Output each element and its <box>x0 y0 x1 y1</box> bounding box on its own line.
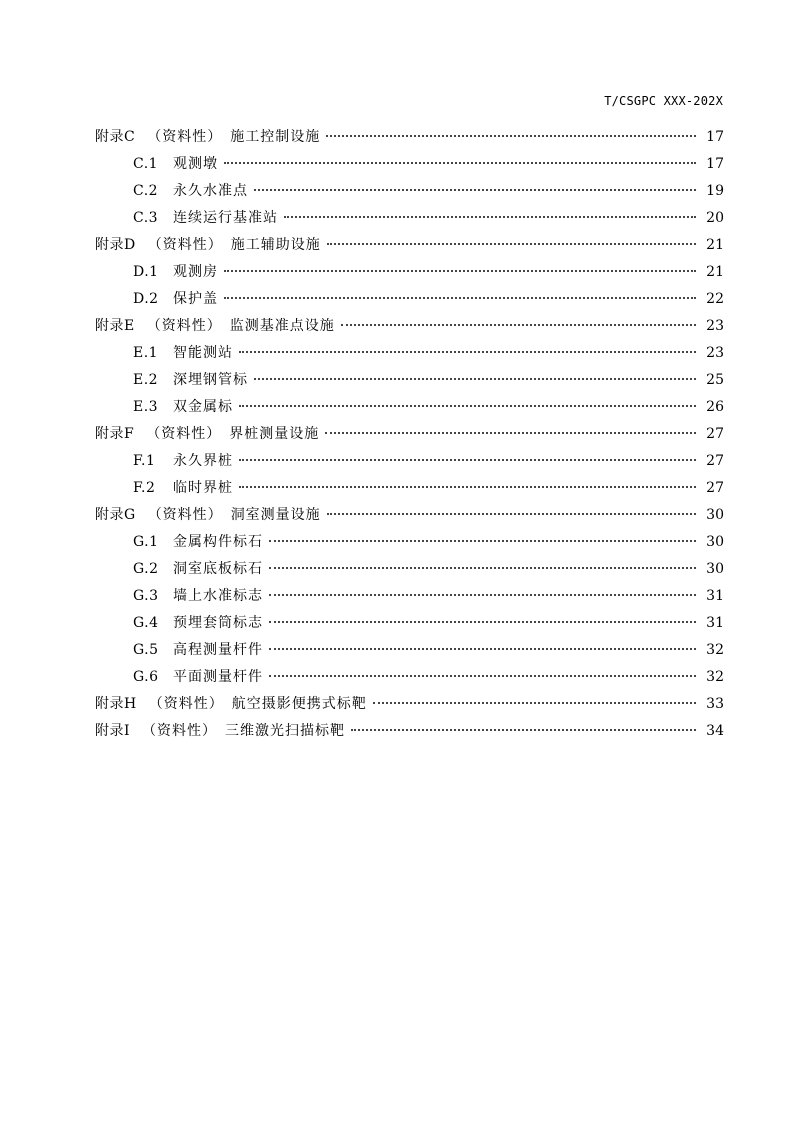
toc-entry-title: 洞室底板标石 <box>173 561 263 577</box>
toc-entry-nature: （资料性） <box>147 237 223 253</box>
toc-entry-code: E.3 <box>133 399 159 415</box>
toc-page-number: 27 <box>706 480 724 496</box>
toc-entry-nature: （资料性） <box>142 723 218 739</box>
toc-page-number: 21 <box>706 264 724 280</box>
toc-entry-code: 附录F <box>95 426 135 442</box>
toc-entry-code: 附录G <box>95 507 136 523</box>
toc-section-entry[interactable] <box>95 448 724 475</box>
toc-page-number: 23 <box>706 345 724 361</box>
toc-entry-code: 附录C <box>95 129 136 145</box>
toc-entry-code: 附录H <box>95 696 137 712</box>
toc-entry-code: F.1 <box>133 453 156 469</box>
toc-dot-leader <box>239 459 696 461</box>
toc-entry-nature: （资料性） <box>147 129 223 145</box>
toc-entry-title: 墙上水准标志 <box>173 588 263 604</box>
table-of-contents <box>95 124 724 745</box>
toc-dot-leader <box>341 324 696 326</box>
toc-page-number: 32 <box>706 669 724 685</box>
toc-section-entry[interactable] <box>95 637 724 664</box>
toc-entry-code: G.1 <box>133 534 159 550</box>
toc-page-number: 20 <box>706 210 724 226</box>
toc-entry-title: 平面测量杆件 <box>173 669 263 685</box>
toc-dot-leader <box>254 189 696 191</box>
toc-dot-leader <box>224 297 696 299</box>
toc-entry-nature: （资料性） <box>146 318 222 334</box>
toc-entry-code: F.2 <box>133 480 156 496</box>
toc-entry-nature: （资料性） <box>146 426 222 442</box>
toc-section-entry[interactable] <box>95 529 724 556</box>
toc-page-number: 27 <box>706 453 724 469</box>
toc-appendix-entry[interactable] <box>95 313 724 340</box>
toc-dot-leader <box>239 405 696 407</box>
toc-page-number: 26 <box>706 399 724 415</box>
toc-dot-leader <box>224 162 696 164</box>
toc-entry-code: 附录E <box>95 318 135 334</box>
toc-dot-leader <box>325 432 696 434</box>
toc-page-number: 21 <box>706 237 724 253</box>
toc-entry-title: 临时界桩 <box>173 480 233 496</box>
toc-appendix-entry[interactable] <box>95 718 724 745</box>
toc-section-entry[interactable] <box>95 475 724 502</box>
toc-entry-title: 施工辅助设施 <box>230 237 321 253</box>
toc-entry-code: C.3 <box>133 210 159 226</box>
toc-page-number: 17 <box>706 156 724 172</box>
toc-entry-nature: （资料性） <box>147 507 223 523</box>
toc-page-number: 31 <box>706 615 724 631</box>
toc-appendix-entry[interactable] <box>95 421 724 448</box>
toc-entry-title: 保护盖 <box>173 291 218 307</box>
toc-dot-leader <box>269 621 696 623</box>
toc-entry-code: 附录D <box>95 237 136 253</box>
toc-entry-code: D.1 <box>133 264 159 280</box>
toc-page-number: 17 <box>706 129 724 145</box>
toc-dot-leader <box>284 216 696 218</box>
toc-page-number: 30 <box>706 534 724 550</box>
toc-entry-title: 预埋套筒标志 <box>173 615 263 631</box>
toc-entry-title: 永久水准点 <box>173 183 248 199</box>
toc-entry-code: D.2 <box>133 291 159 307</box>
toc-dot-leader <box>269 648 696 650</box>
toc-entry-title: 航空摄影便携式标靶 <box>231 696 367 712</box>
toc-section-entry[interactable] <box>95 340 724 367</box>
toc-page-number: 19 <box>706 183 724 199</box>
toc-appendix-entry[interactable] <box>95 691 724 718</box>
toc-page-number: 22 <box>706 291 724 307</box>
toc-section-entry[interactable] <box>95 151 724 178</box>
toc-entry-title: 三维激光扫描标靶 <box>225 723 346 739</box>
toc-entry-title: 永久界桩 <box>173 453 233 469</box>
toc-section-entry[interactable] <box>95 178 724 205</box>
toc-entry-title: 智能测站 <box>173 345 233 361</box>
toc-dot-leader <box>269 594 696 596</box>
toc-page-number: 25 <box>706 372 724 388</box>
toc-dot-leader <box>351 729 696 731</box>
toc-page-number: 27 <box>706 426 724 442</box>
toc-dot-leader <box>269 540 696 542</box>
toc-entry-title: 施工控制设施 <box>230 129 321 145</box>
toc-dot-leader <box>326 135 696 137</box>
toc-section-entry[interactable] <box>95 583 724 610</box>
toc-entry-code: E.1 <box>133 345 159 361</box>
toc-entry-title: 洞室测量设施 <box>230 507 321 523</box>
toc-entry-code: 附录I <box>95 723 131 739</box>
toc-entry-code: E.2 <box>133 372 159 388</box>
toc-dot-leader <box>254 378 696 380</box>
toc-entry-title: 高程测量杆件 <box>173 642 263 658</box>
toc-entry-title: 深埋钢管标 <box>173 372 248 388</box>
toc-appendix-entry[interactable] <box>95 232 724 259</box>
toc-page-number: 23 <box>706 318 724 334</box>
toc-entry-title: 连续运行基准站 <box>173 210 278 226</box>
toc-entry-title: 观测墩 <box>173 156 218 172</box>
document-code-header: T/CSGPC XXX-202X <box>604 94 723 108</box>
toc-dot-leader <box>327 243 696 245</box>
toc-entry-code: C.2 <box>133 183 159 199</box>
toc-page-number: 30 <box>706 507 724 523</box>
toc-section-entry[interactable] <box>95 610 724 637</box>
toc-page-number: 34 <box>706 723 724 739</box>
toc-entry-code: C.1 <box>133 156 159 172</box>
toc-entry-nature: （资料性） <box>148 696 224 712</box>
toc-page-number: 32 <box>706 642 724 658</box>
toc-dot-leader <box>224 270 696 272</box>
toc-entry-title: 观测房 <box>173 264 218 280</box>
toc-entry-code: G.4 <box>133 615 159 631</box>
toc-section-entry[interactable] <box>95 205 724 232</box>
toc-entry-code: G.6 <box>133 669 159 685</box>
toc-dot-leader <box>327 513 696 515</box>
toc-appendix-entry[interactable] <box>95 502 724 529</box>
toc-page-number: 33 <box>706 696 724 712</box>
toc-dot-leader <box>269 567 696 569</box>
toc-entry-code: G.2 <box>133 561 159 577</box>
toc-page-number: 30 <box>706 561 724 577</box>
toc-section-entry[interactable] <box>95 367 724 394</box>
toc-section-entry[interactable] <box>95 556 724 583</box>
toc-entry-title: 界桩测量设施 <box>229 426 320 442</box>
toc-entry-title: 金属构件标石 <box>173 534 263 550</box>
toc-page-number: 31 <box>706 588 724 604</box>
toc-dot-leader <box>269 675 696 677</box>
toc-section-entry[interactable] <box>95 259 724 286</box>
toc-entry-title: 双金属标 <box>173 399 233 415</box>
toc-section-entry[interactable] <box>95 286 724 313</box>
toc-dot-leader <box>239 486 696 488</box>
toc-dot-leader <box>239 351 696 353</box>
toc-section-entry[interactable] <box>95 394 724 421</box>
toc-entry-code: G.5 <box>133 642 159 658</box>
toc-appendix-entry[interactable] <box>95 124 724 151</box>
toc-entry-title: 监测基准点设施 <box>229 318 335 334</box>
toc-section-entry[interactable] <box>95 664 724 691</box>
toc-dot-leader <box>373 702 696 704</box>
toc-entry-code: G.3 <box>133 588 159 604</box>
